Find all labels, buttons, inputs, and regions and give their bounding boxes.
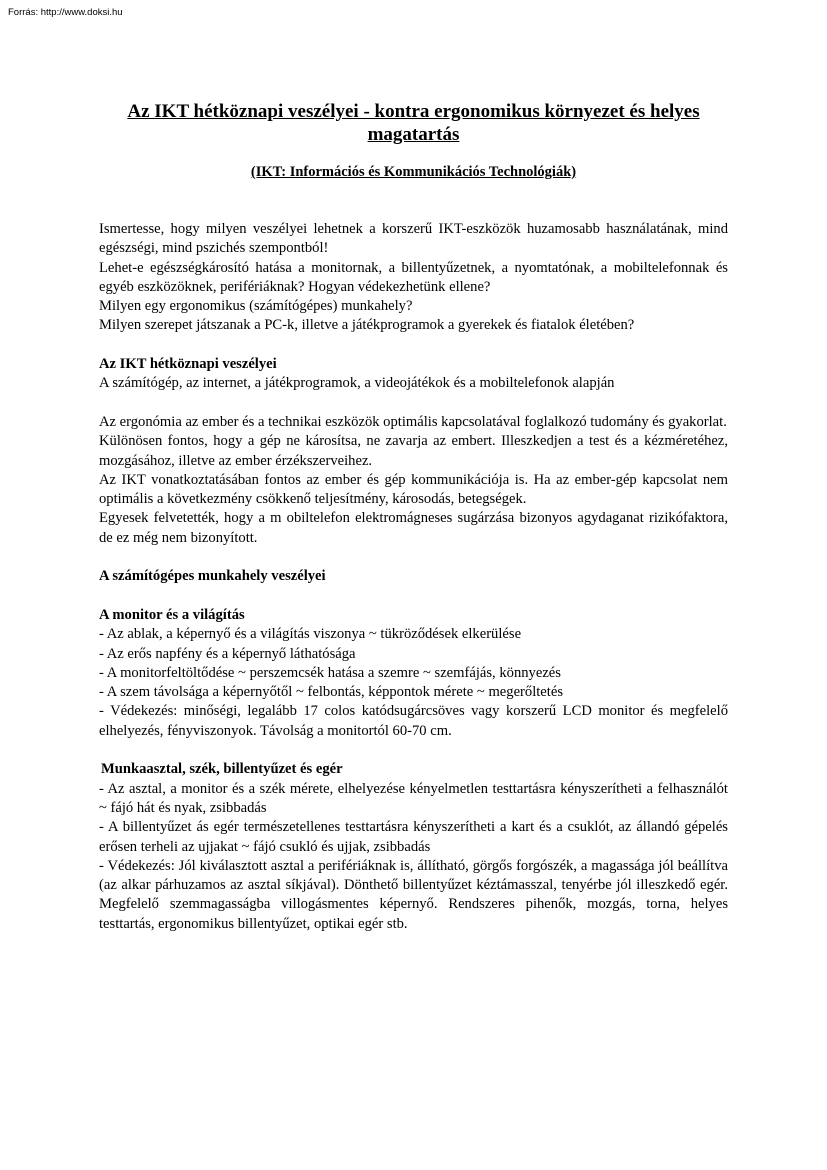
intro-block — [99, 220, 728, 336]
list-item: - A szem távolsága a képernyőtől ~ felbontás, képpontok mérete ~ megerőltetés — [99, 684, 563, 701]
intro-paragraph: Milyen szerepet játszanak a PC-k, illetve a játékprogramok a gyerekek és fiatalok életében? — [99, 317, 635, 334]
list-item: - Az ablak, a képernyő és a világítás viszonya ~ tükröződések elkerülése — [99, 626, 522, 643]
ergonomics-block — [99, 413, 728, 548]
intro-paragraph: Milyen egy ergonomikus (számítógépes) munkahely? — [99, 298, 413, 315]
section-line: A számítógép, az internet, a játékprogramok, a videojátékok és a mobiltelefonok alapján — [99, 375, 615, 392]
intro-paragraph: Ismertesse, hogy milyen veszélyei lehetnek a korszerű IKT-eszközök huzamosabb használatának, mind egészségi, mind pszichés szempontból! — [99, 221, 728, 257]
subsection-heading: A monitor és a világítás — [99, 606, 245, 623]
list-item: - Védekezés: minőségi, legalább 17 colos katódsugárcsöves vagy korszerű LCD monitor és megfelelő elhelyezés, fényviszonyok. Távolság a monitortól 60-70 cm. — [99, 703, 728, 739]
subsection-heading: Munkaasztal, szék, billentyűzet és egér — [101, 761, 343, 778]
ergonomics-paragraph: Egyesek felvetették, hogy a m obiltelefon elektromágneses sugárzása bizonyos agydaganat rizikófaktora, de ez még nem bizonyított. — [99, 510, 728, 546]
ergonomics-paragraph: Az ergonómia az ember és a technikai eszközök optimális kapcsolatával foglalkozó tudomány és gyakorlat. — [99, 413, 727, 430]
document-subtitle: (IKT: Információs és Kommunikációs Technológiák) — [250, 164, 577, 180]
intro-paragraph: Lehet-e egészségkárosító hatása a monitornak, a billentyűzetnek, a nyomtatónak, a mobiltelefonnak és egyéb eszközöknek, perifériáknak? Hogyan védekezhetünk ellene? — [99, 259, 728, 295]
list-item: - Az asztal, a monitor és a szék mérete, elhelyezése kényelmetlen testtartásra kényszerítheti a felhasználót ~ fájó hát és nyak, zsibbadás — [99, 780, 728, 816]
list-item: - A billentyűzet ás egér természetellenes testtartásra kényszerítheti a kart és a csuklót, az állandó gépelés erősen terheli az ujjakat ~ fájó csukló és ujjak, zsibbadás — [99, 819, 728, 855]
list-item: - Az erős napfény és a képernyő láthatósága — [99, 645, 356, 662]
source-label: Forrás: http://www.doksi.hu — [8, 7, 123, 18]
section-ikt-dangers — [99, 355, 728, 394]
list-item: - A monitorfeltöltődése ~ perszemcsék hatása a szemre ~ szemfájás, könnyezés — [99, 664, 561, 681]
document-page — [99, 100, 728, 934]
section-heading: A számítógépes munkahely veszélyei — [99, 568, 326, 585]
ergonomics-paragraph: Az IKT vonatkoztatásában fontos az ember és gép kommunikációja is. Ha az ember-gép kapcsolat nem optimális a következmény csökkenő teljesítmény, károsodás, betegségek. — [99, 471, 728, 508]
section-heading: Az IKT hétköznapi veszélyei — [99, 356, 277, 373]
document-title: Az IKT hétköznapi veszélyei - kontra ergonomikus környezet és helyes magatartás — [127, 101, 700, 145]
monitor-section — [99, 606, 728, 741]
list-item: - Védekezés: Jól kiválasztott asztal a perifériáknak is, állítható, görgős forgószék, a magassága jól beállítva (az alkar párhuzamos az asztal síkjával). Dönthető billentyűzet kéztámasszal, tenyérbe jól illeszkedő egér. Megfelelő szemmagasságba villogásmentes képernyő. Rendszeres pihenők, mozgás, torna, helyes testtartás, ergonomikus billentyűzet, optikai egér stb. — [99, 857, 728, 932]
ergonomics-paragraph: Különösen fontos, hogy a gép ne károsítsa, ne zavarja az embert. Illeszkedjen a test és a kézméretéhez, mozgásához, illetve az ember érzékszerveihez. — [99, 433, 728, 469]
desk-section — [99, 760, 728, 934]
